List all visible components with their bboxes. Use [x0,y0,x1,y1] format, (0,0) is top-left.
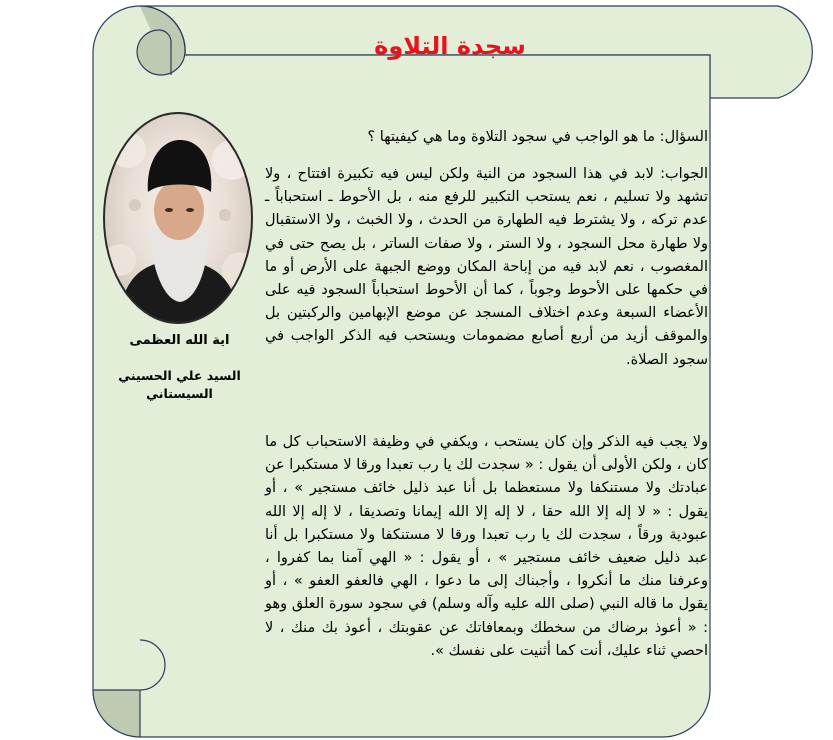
answer-paragraph: الجواب: لابد في هذا السجود من النية ولكن ليس فيه تكبيرة افتتاح ، ولا تشهد ولا تسليم ، نعم يستحب التكبير للرفع منه ، بل الأحوط ـ استحباباً ـ عدم تركه ، ولا يشترط فيه الطهارة من الحدث ، ولا الخبث ، ولا الاستقبال ولا طهارة محل السجود ، ولا الستر ، ولا صفات الساتر ، بل يصح حتى في المغصوب ، نعم لابد فيه من إباحة المكان ووضع الجبهة على الأرض أو ما في حكمها على الأحوط وجوباً ، كما أن الأحوط استحباباً السجود فيه على الأعضاء السبعة وعدم اختلاف المسجد عن موضع الإبهامين والركبتين بل والموقف أزيد من أربع أصابع مضمومات ويستحب فيه الذكر الواجب في سجود الصلاة. [265,166,708,368]
answer-paragraph-2: ولا يجب فيه الذكر وإن كان يستحب ، ويكفي في وظيفة الاستحباب كل ما كان ، ولكن الأولى أن يقول : « سجدت لك يا رب تعبدا ورقا لا مستكبرا عن عبادتك ولا مستنكفا ولا مستعظما بل أنا عبد ذليل خائف مستجير » ، أو يقول : « لا إله إلا الله حقا ، لا إله إلا الله إيمانا وتصديقا ، لا إله إلا الله عبودية ورقاً ، سجدت لك يا رب تعبدا ورقا لا مستنكفا ولا مستكبرا بل أنا عبد ذليل ضعيف خائف مستجير » ، أو يقول : « الهي آمنا بما كفروا ، وعرفنا منك ما أنكروا ، وأجبناك إلى ما دعوا ، الهي فالعفو العفو » ، أو يقول ما قاله النبي (صلى الله عليه وآله وسلم) في سجود سورة العلق وهو : « أعوذ برضاك من سخطك وبمعافاتك عن عقوبتك ، أعوذ بك منك ، لا احصي ثناء عليك، أنت كما أثنيت على نفسك ». [265,434,708,659]
portrait-caption-name: السيد علي الحسيني السيستاني [118,368,241,401]
portrait-caption-title: اية الله العظمى [129,333,230,348]
question-text: السؤال: ما هو الواجب في سجود التلاوة وما هي كيفيتها ؟ [367,129,708,145]
page-title: سجدة التلاوة [374,32,526,60]
